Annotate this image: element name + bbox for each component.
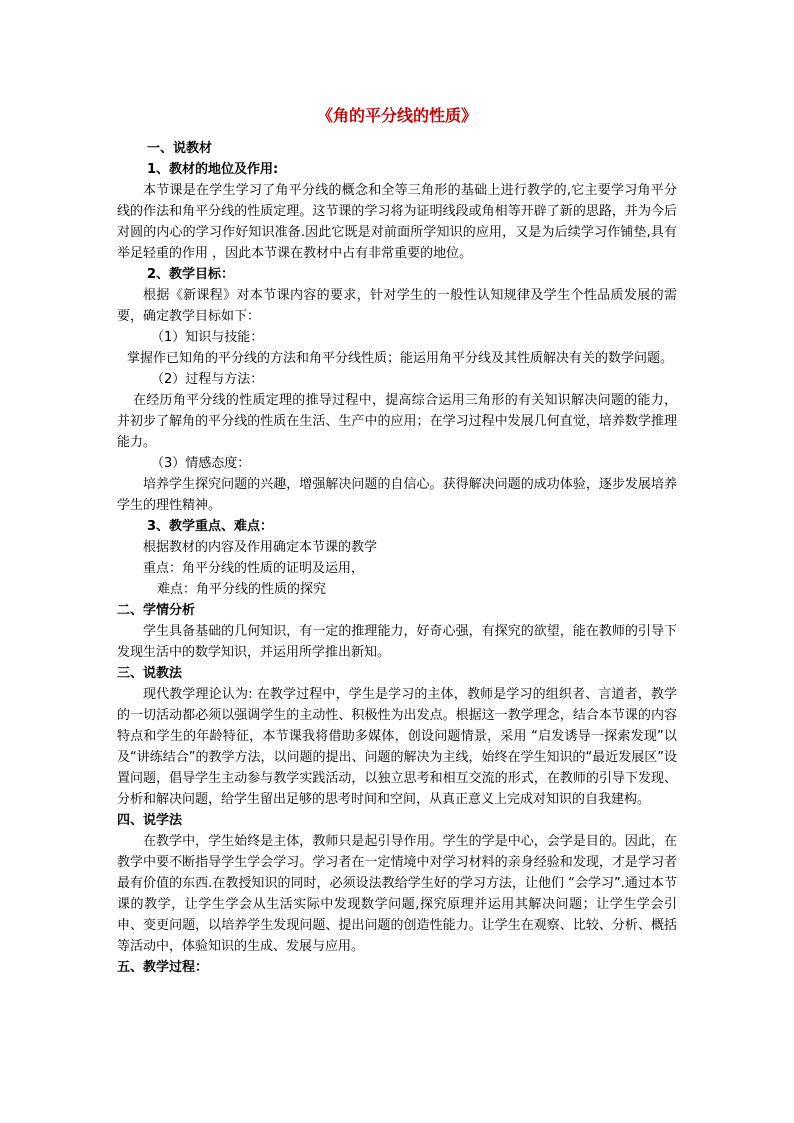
section-3-heading: 三、说教法 [117, 666, 183, 681]
section-1-1-paragraph: 本节课是在学生学习了角平分线的概念和全等三角形的基础上进行教学的,它主要学习角平分线的作法和角平分线的性质定理。这节课的学习将为证明线段或角相等开辟了新的思路，并为今后对圆的内心的学习作好知识准备.因此它既是对前面所学知识的应用，又是为后续学习作铺垫,具有举足轻重的作用 ，因此本节课在教材中占有非常重要的地位。 [117, 183, 677, 261]
goal-1-label: （1）知识与技能： [151, 330, 264, 345]
goal-3-label: （3）情感态度： [151, 456, 251, 471]
key-point-line: 重点：角平分线的性质的证明及运用， [143, 561, 365, 576]
section-4-paragraph: 在教学中，学生始终是主体，教师只是起引导作用。学生的学是中心，会学是目的。因此，在教学中要不断指导学生学会学习。学习者在一定情境中对学习材料的亲身经验和发现，才是学习者最有价值的东西.在教授知识的同时，必须设法教给学生好的学习方法，让他们 “会学习”.通过本节课的教学，让学生学会从生活实际中发现数学问题,探究原理并运用其解决问题；让学生学会引申、变更问题，以培养学生发现问题、提出问题的创造性能力。让学生在观察、比较、分析、概括等活动中，体验知识的生成、发展与应用。 [117, 834, 677, 954]
section-1-2-heading: 2、教学目标： [147, 267, 235, 282]
section-5-heading: 五、教学过程： [117, 960, 209, 975]
section-2-heading: 二、学情分析 [117, 603, 196, 618]
section-1-heading: 一、说教材 [147, 141, 213, 156]
section-1-3-heading: 3、教学重点、难点： [147, 519, 274, 534]
goal-2-paragraph: 在经历角平分线的性质定理的推导过程中，提高综合运用三角形的有关知识解决问题的能力，并初步了解角的平分线的性质在生活、生产中的应用；在学习过程中发展几何直觉，培养数学推理能力。 [117, 393, 677, 450]
section-4-heading: 四、说学法 [117, 813, 183, 828]
document-title: 《角的平分线的性质》 [316, 106, 477, 125]
section-2-paragraph: 学生具备基础的几何知识，有一定的推理能力，好奇心强，有探究的欲望，能在教师的引导下发现生活中的数学知识，并运用所学推出新知。 [117, 624, 677, 660]
section-3-paragraph: 现代教学理论认为: 在教学过程中，学生是学习的主体，教师是学习的组织者、言道者，教学的一切活动都必须以强调学生的主动性、积极性为出发点。根据这一教学理念，结合本节课的内容特点和学生的年龄特征，本节课我将借助多媒体，创设问题情景，采用 “启发诱导一探索发现”以及“讲练结合”的教学方法，以问题的提出、问题的解决为主线，始终在学生知识的“最近发展区”设置问题，倡导学生主动参与教学实践活动，以独立思考和相互交流的形式，在教师的引导下发现、分析和解决问题，给学生留出足够的思考时间和空间，从真正意义上完成对知识的自我建构。 [117, 687, 677, 807]
goal-2-label: （2）过程与方法： [151, 372, 264, 387]
goal-3-paragraph: 培养学生探究问题的兴趣，增强解决问题的自信心。获得解决问题的成功体验，逐步发展培养学生的理性精神。 [117, 477, 677, 513]
document-body [117, 138, 677, 978]
goal-1-paragraph: 掌握作已知角的平分线的方法和角平分线性质；能运用角平分线及其性质解决有关的数学问题。 [127, 351, 674, 366]
section-1-3-paragraph: 根据教材的内容及作用确定本节课的教学 [143, 540, 378, 555]
section-1-1-heading: 1、教材的地位及作用: [147, 162, 279, 177]
section-1-2-paragraph: 根据《新课程》对本节课内容的要求，针对学生的一般性认知规律及学生个性品质发展的需要，确定教学目标如下： [117, 288, 677, 324]
difficulty-line: 难点：角平分线的性质的探究 [157, 582, 327, 597]
